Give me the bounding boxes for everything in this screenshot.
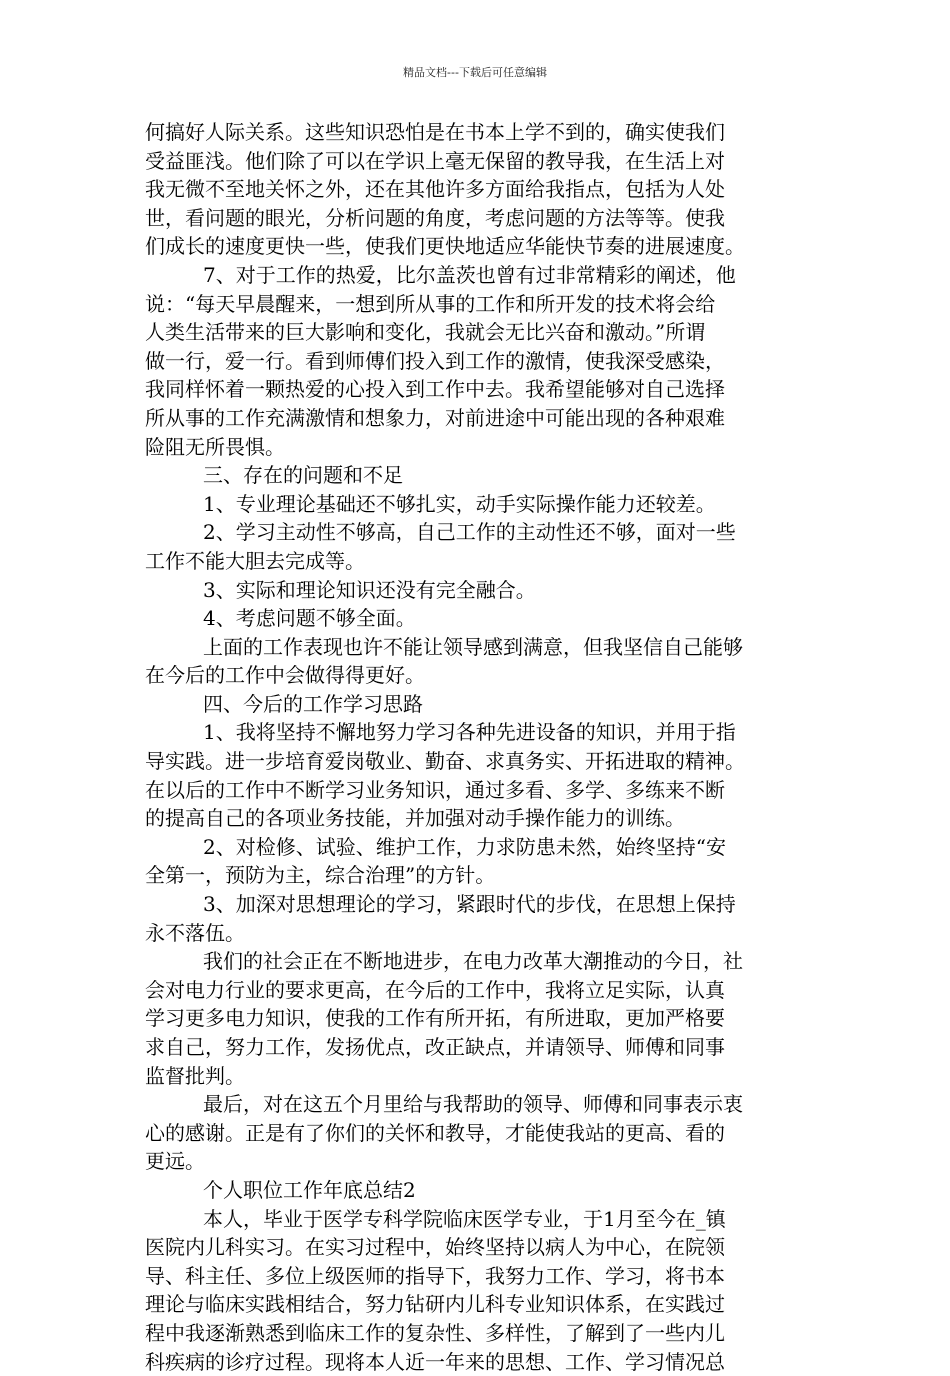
text-line: 做一行，爱一行。看到师傅们投入到工作的激情，使我深受感染， xyxy=(145,348,725,373)
text-line: 医院内儿科实习。在实习过程中，始终坚持以病人为中心，在院领 xyxy=(145,1235,725,1260)
text-line: 说：“每天早晨醒来，一想到所从事的工作和所开发的技术将会给 xyxy=(145,291,716,316)
text-line: 导、科主任、多位上级医师的指导下，我努力工作、学习，将书本 xyxy=(145,1263,725,1288)
text-line: 理论与临床实践相结合，努力钻研内儿科专业知识体系，在实践过 xyxy=(145,1292,725,1317)
paragraph-start: 7、对于工作的热爱，比尔盖茨也曾有过非常精彩的阐述，他 xyxy=(203,262,736,287)
text-line: 在以后的工作中不断学习业务知识，通过多看、多学、多练来不断 xyxy=(145,777,725,802)
paragraph-start: 上面的工作表现也许不能让领导感到满意，但我坚信自己能够 xyxy=(203,634,743,659)
text-line: 我无微不至地关怀之外，还在其他许多方面给我指点，包括为人处 xyxy=(145,177,725,202)
text-line: 监督批判。 xyxy=(145,1063,245,1088)
text-line: 们成长的速度更快一些，使我们更快地适应华能快节奏的进展速度。 xyxy=(145,234,745,259)
text-line: 会对电力行业的要求更高，在今后的工作中，我将立足实际，认真 xyxy=(145,977,725,1002)
text-line: 工作不能大胆去完成等。 xyxy=(145,548,365,573)
text-line: 在今后的工作中会做得得更好。 xyxy=(145,663,425,688)
text-line: 心的感谢。正是有了你们的关怀和教导，才能使我站的更高、看的 xyxy=(145,1120,725,1145)
document-body xyxy=(145,118,805,1376)
paragraph-start: 2、对检修、试验、维护工作，力求防患未然，始终坚持“安 xyxy=(203,834,726,859)
section-heading: 三、存在的问题和不足 xyxy=(203,463,403,488)
section-heading: 个人职位工作年底总结2 xyxy=(203,1177,416,1202)
section-heading: 四、今后的工作学习思路 xyxy=(203,691,423,716)
text-line: 险阻无所畏惧。 xyxy=(145,434,285,459)
paragraph-start: 最后，对在这五个月里给与我帮助的领导、师傅和同事表示衷 xyxy=(203,1092,743,1117)
text-line: 更远。 xyxy=(145,1149,205,1174)
text-line: 何搞好人际关系。这些知识恐怕是在书本上学不到的，确实使我们 xyxy=(145,120,725,144)
paragraph-start: 2、学习主动性不够高，自己工作的主动性还不够，面对一些 xyxy=(203,520,736,545)
text-line: 程中我逐渐熟悉到临床工作的复杂性、多样性，了解到了一些内儿 xyxy=(145,1320,725,1345)
text-line: 人类生活带来的巨大影响和变化，我就会无比兴奋和激动。”所谓 xyxy=(145,320,706,345)
paragraph-start: 本人，毕业于医学专科学院临床医学专业，于1月至今在_镇 xyxy=(203,1206,726,1231)
paragraph-start: 3、实际和理论知识还没有完全融合。 xyxy=(203,577,536,602)
text-line: 全第一，预防为主，综合治理”的方针。 xyxy=(145,863,496,888)
text-line: 受益匪浅。他们除了可以在学识上毫无保留的教导我，在生活上对 xyxy=(145,148,725,173)
text-line: 世，看问题的眼光，分析问题的角度，考虑问题的方法等等。使我 xyxy=(145,205,725,230)
text-line: 我同样怀着一颗热爱的心投入到工作中去。我希望能够对自己选择 xyxy=(145,377,725,402)
paragraph-start: 我们的社会正在不断地进步，在电力改革大潮推动的今日，社 xyxy=(203,949,743,974)
paragraph-start: 3、加深对思想理论的学习，紧跟时代的步伐，在思想上保持 xyxy=(203,892,736,917)
text-line: 所从事的工作充满激情和想象力，对前进途中可能出现的各种艰难 xyxy=(145,405,725,430)
paragraph-start: 4、考虑问题不够全面。 xyxy=(203,606,416,631)
page-header: 精品文档---下载后可任意编辑 xyxy=(403,66,547,79)
paragraph-start: 1、专业理论基础还不够扎实，动手实际操作能力还较差。 xyxy=(203,491,716,516)
text-line: 科疾病的诊疗过程。现将本人近一年来的思想、工作、学习情况总 xyxy=(145,1349,725,1374)
text-line: 学习更多电力知识，使我的工作有所开拓，有所进取，更加严格要 xyxy=(145,1006,725,1031)
text-line: 求自己，努力工作，发扬优点，改正缺点，并请领导、师傅和同事 xyxy=(145,1035,725,1059)
text-line: 永不落伍。 xyxy=(145,920,245,945)
paragraph-start: 1、我将坚持不懈地努力学习各种先进设备的知识，并用于指 xyxy=(203,720,736,745)
text-line: 导实践。进一步培育爱岗敬业、勤奋、求真务实、开拓进取的精神。 xyxy=(145,749,745,774)
text-line: 的提高自己的各项业务技能，并加强对动手操作能力的训练。 xyxy=(145,806,685,831)
